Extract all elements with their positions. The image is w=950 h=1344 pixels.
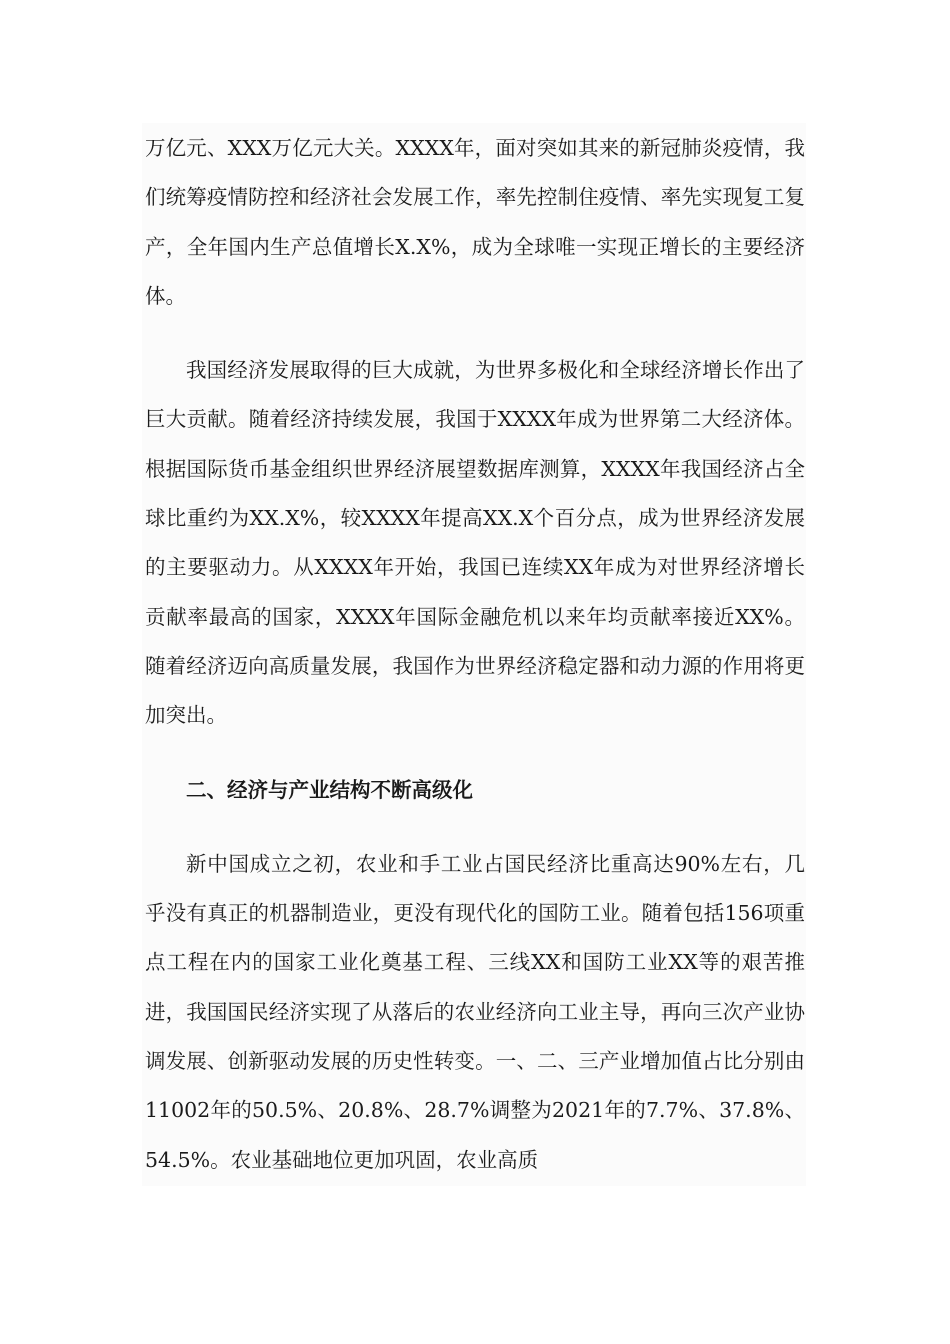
paragraph-gap [145, 321, 805, 346]
section-heading: 二、经济与产业结构不断高级化 [186, 777, 473, 802]
paragraph-1: 万亿元、XXX万亿元大关。XXXX年，面对突如其来的新冠肺炎疫情，我们统筹疫情防控和经济社会发展工作，率先控制住疫情、率先实现复工复产，全年国内生产总值增长X.X%，成为全球唯一实现正增长的主要经济体。 [145, 136, 805, 308]
paragraph-gap [145, 815, 805, 840]
document-body [145, 124, 805, 1185]
paragraph-3: 新中国成立之初，农业和手工业占国民经济比重高达90%左右，几乎没有真正的机器制造业，更没有现代化的国防工业。随着包括156项重点工程在内的国家工业化奠基工程、三线XX和国防工业XX等的艰苦推进，我国国民经济实现了从落后的农业经济向工业主导，再向三次产业协调发展、创新驱动发展的历史性转变。一、二、三产业增加值占比分别由11002年的50.5%、20.8%、28.7%调整为2021年的7.7%、37.8%、54.5%。农业基础地位更加巩固，农业高质 [145, 851, 805, 1172]
paragraph-gap [145, 741, 805, 766]
paragraph-2: 我国经济发展取得的巨大成就，为世界多极化和全球经济增长作出了巨大贡献。随着经济持续发展，我国于XXXX年成为世界第二大经济体。根据国际货币基金组织世界经济展望数据库测算，XXXX年我国经济占全球比重约为XX.X%，较XXXX年提高XX.X个百分点，成为世界经济发展的主要驱动力。从XXXX年开始，我国已连续XX年成为对世界经济增长贡献率最高的国家，XXXX年国际金融危机以来年均贡献率接近XX%。随着经济迈向高质量发展，我国作为世界经济稳定器和动力源的作用将更加突出。 [145, 358, 805, 728]
